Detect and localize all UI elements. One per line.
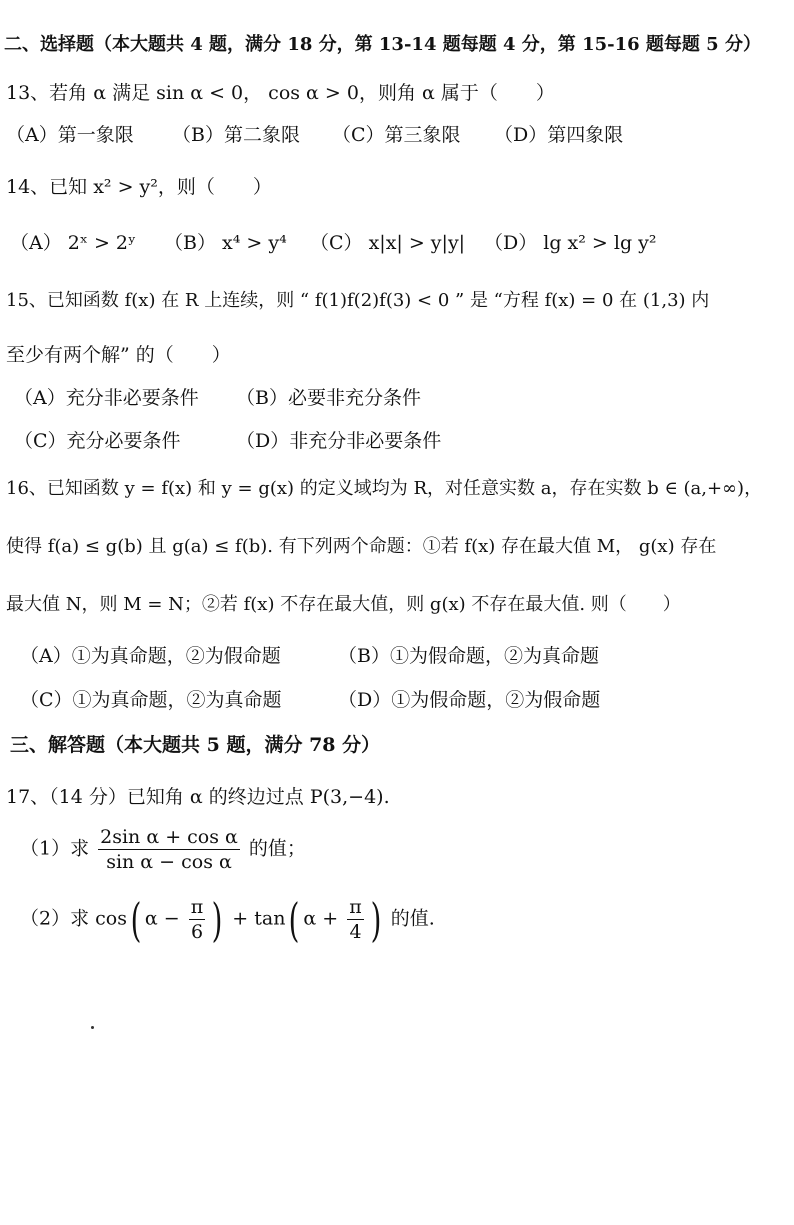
q15-option-c: （C）充分必要条件	[14, 430, 181, 452]
q17-part2-frac2-den: 4	[349, 921, 362, 943]
q17-stem: 17、（14 分）已知角 α 的终边过点 P(3,−4).	[6, 786, 390, 808]
q17-part1	[20, 826, 306, 873]
q17-part2-frac2-num: π	[349, 896, 362, 918]
q15-stem-line2: 至少有两个解” 的（ ）	[6, 344, 231, 366]
q17-right-paren-2: )	[370, 892, 382, 947]
q13-option-c: （C）第三象限	[332, 124, 461, 146]
q16-option-b: （B）①为假命题，②为真命题	[338, 645, 599, 667]
q16-option-d: （D）①为假命题，②为假命题	[338, 689, 601, 711]
section-3-heading: 三、解答题（本大题共 5 题，满分 78 分）	[10, 734, 381, 756]
q14-stem: 14、已知 x² > y²，则（ ）	[6, 176, 272, 198]
q14-option-a: （A） 2ˣ > 2ʸ	[10, 232, 137, 254]
q17-left-paren-2: (	[289, 892, 300, 947]
q17-part2-alpha2: α +	[303, 907, 339, 930]
q17-left-paren-1: (	[130, 892, 142, 947]
q17-part2-mid: + tan	[232, 907, 286, 930]
q17-part2-prefix: （2）求 cos	[20, 907, 127, 930]
q14-option-c: （C） x|x| > y|y|	[310, 232, 466, 254]
scan-speck	[91, 1026, 94, 1029]
q16-stem-line1: 16、已知函数 y = f(x) 和 y = g(x) 的定义域均为 R，对任意实数 a，存在实数 b ∈ (a,+∞)，	[6, 478, 763, 499]
q17-part1-denominator: sin α − cos α	[106, 851, 232, 873]
q16-option-a: （A）①为真命题，②为假命题	[20, 645, 281, 667]
q17-part2-suffix: 的值.	[390, 907, 435, 930]
q15-stem-line1: 15、已知函数 f(x) 在 R 上连续，则 “ f(1)f(2)f(3) < 0 ” 是 “方程 f(x) = 0 在 (1,3) 内	[6, 290, 710, 311]
q17-part2-fraction-2	[347, 896, 364, 943]
q17-part2-alpha1: α −	[144, 907, 180, 930]
q13-option-d: （D）第四象限	[494, 124, 624, 146]
q15-option-d: （D）非充分非必要条件	[236, 430, 442, 452]
q17-part2-fraction-1	[189, 896, 206, 943]
q17-part1-fraction	[98, 826, 240, 873]
q16-stem-line3: 最大值 N，则 M = N；②若 f(x) 不存在最大值，则 g(x) 不存在最大值. 则（ ）	[6, 594, 681, 615]
q17-part1-numerator: 2sin α + cos α	[100, 826, 238, 848]
q17-part2	[20, 892, 435, 947]
section-2-heading: 二、选择题（本大题共 4 题，满分 18 分，第 13-14 题每题 4 分，第 15-16 题每题 5 分）	[4, 34, 761, 55]
q15-option-a: （A）充分非必要条件	[14, 387, 199, 409]
q13-option-b: （B）第二象限	[172, 124, 300, 146]
q17-part2-frac1-num: π	[190, 896, 204, 918]
q14-option-b: （B） x⁴ > y⁴	[164, 232, 287, 254]
q17-part1-suffix: 的值；	[248, 837, 306, 860]
q17-right-paren-1: )	[211, 892, 223, 947]
q17-part1-prefix: （1）求	[20, 837, 90, 860]
q14-option-d: （D） lg x² > lg y²	[484, 232, 657, 254]
q16-stem-line2: 使得 f(a) ≤ g(b) 且 g(a) ≤ f(b). 有下列两个命题：①若 f(x) 存在最大值 M， g(x) 存在	[6, 536, 717, 557]
q13-stem: 13、若角 α 满足 sin α < 0， cos α > 0，则角 α 属于（ ）	[6, 82, 555, 104]
q15-option-b: （B）必要非充分条件	[236, 387, 421, 409]
q17-part2-frac1-den: 6	[190, 921, 204, 943]
q16-option-c: （C）①为真命题，②为真命题	[20, 689, 282, 711]
q13-option-a: （A）第一象限	[6, 124, 134, 146]
